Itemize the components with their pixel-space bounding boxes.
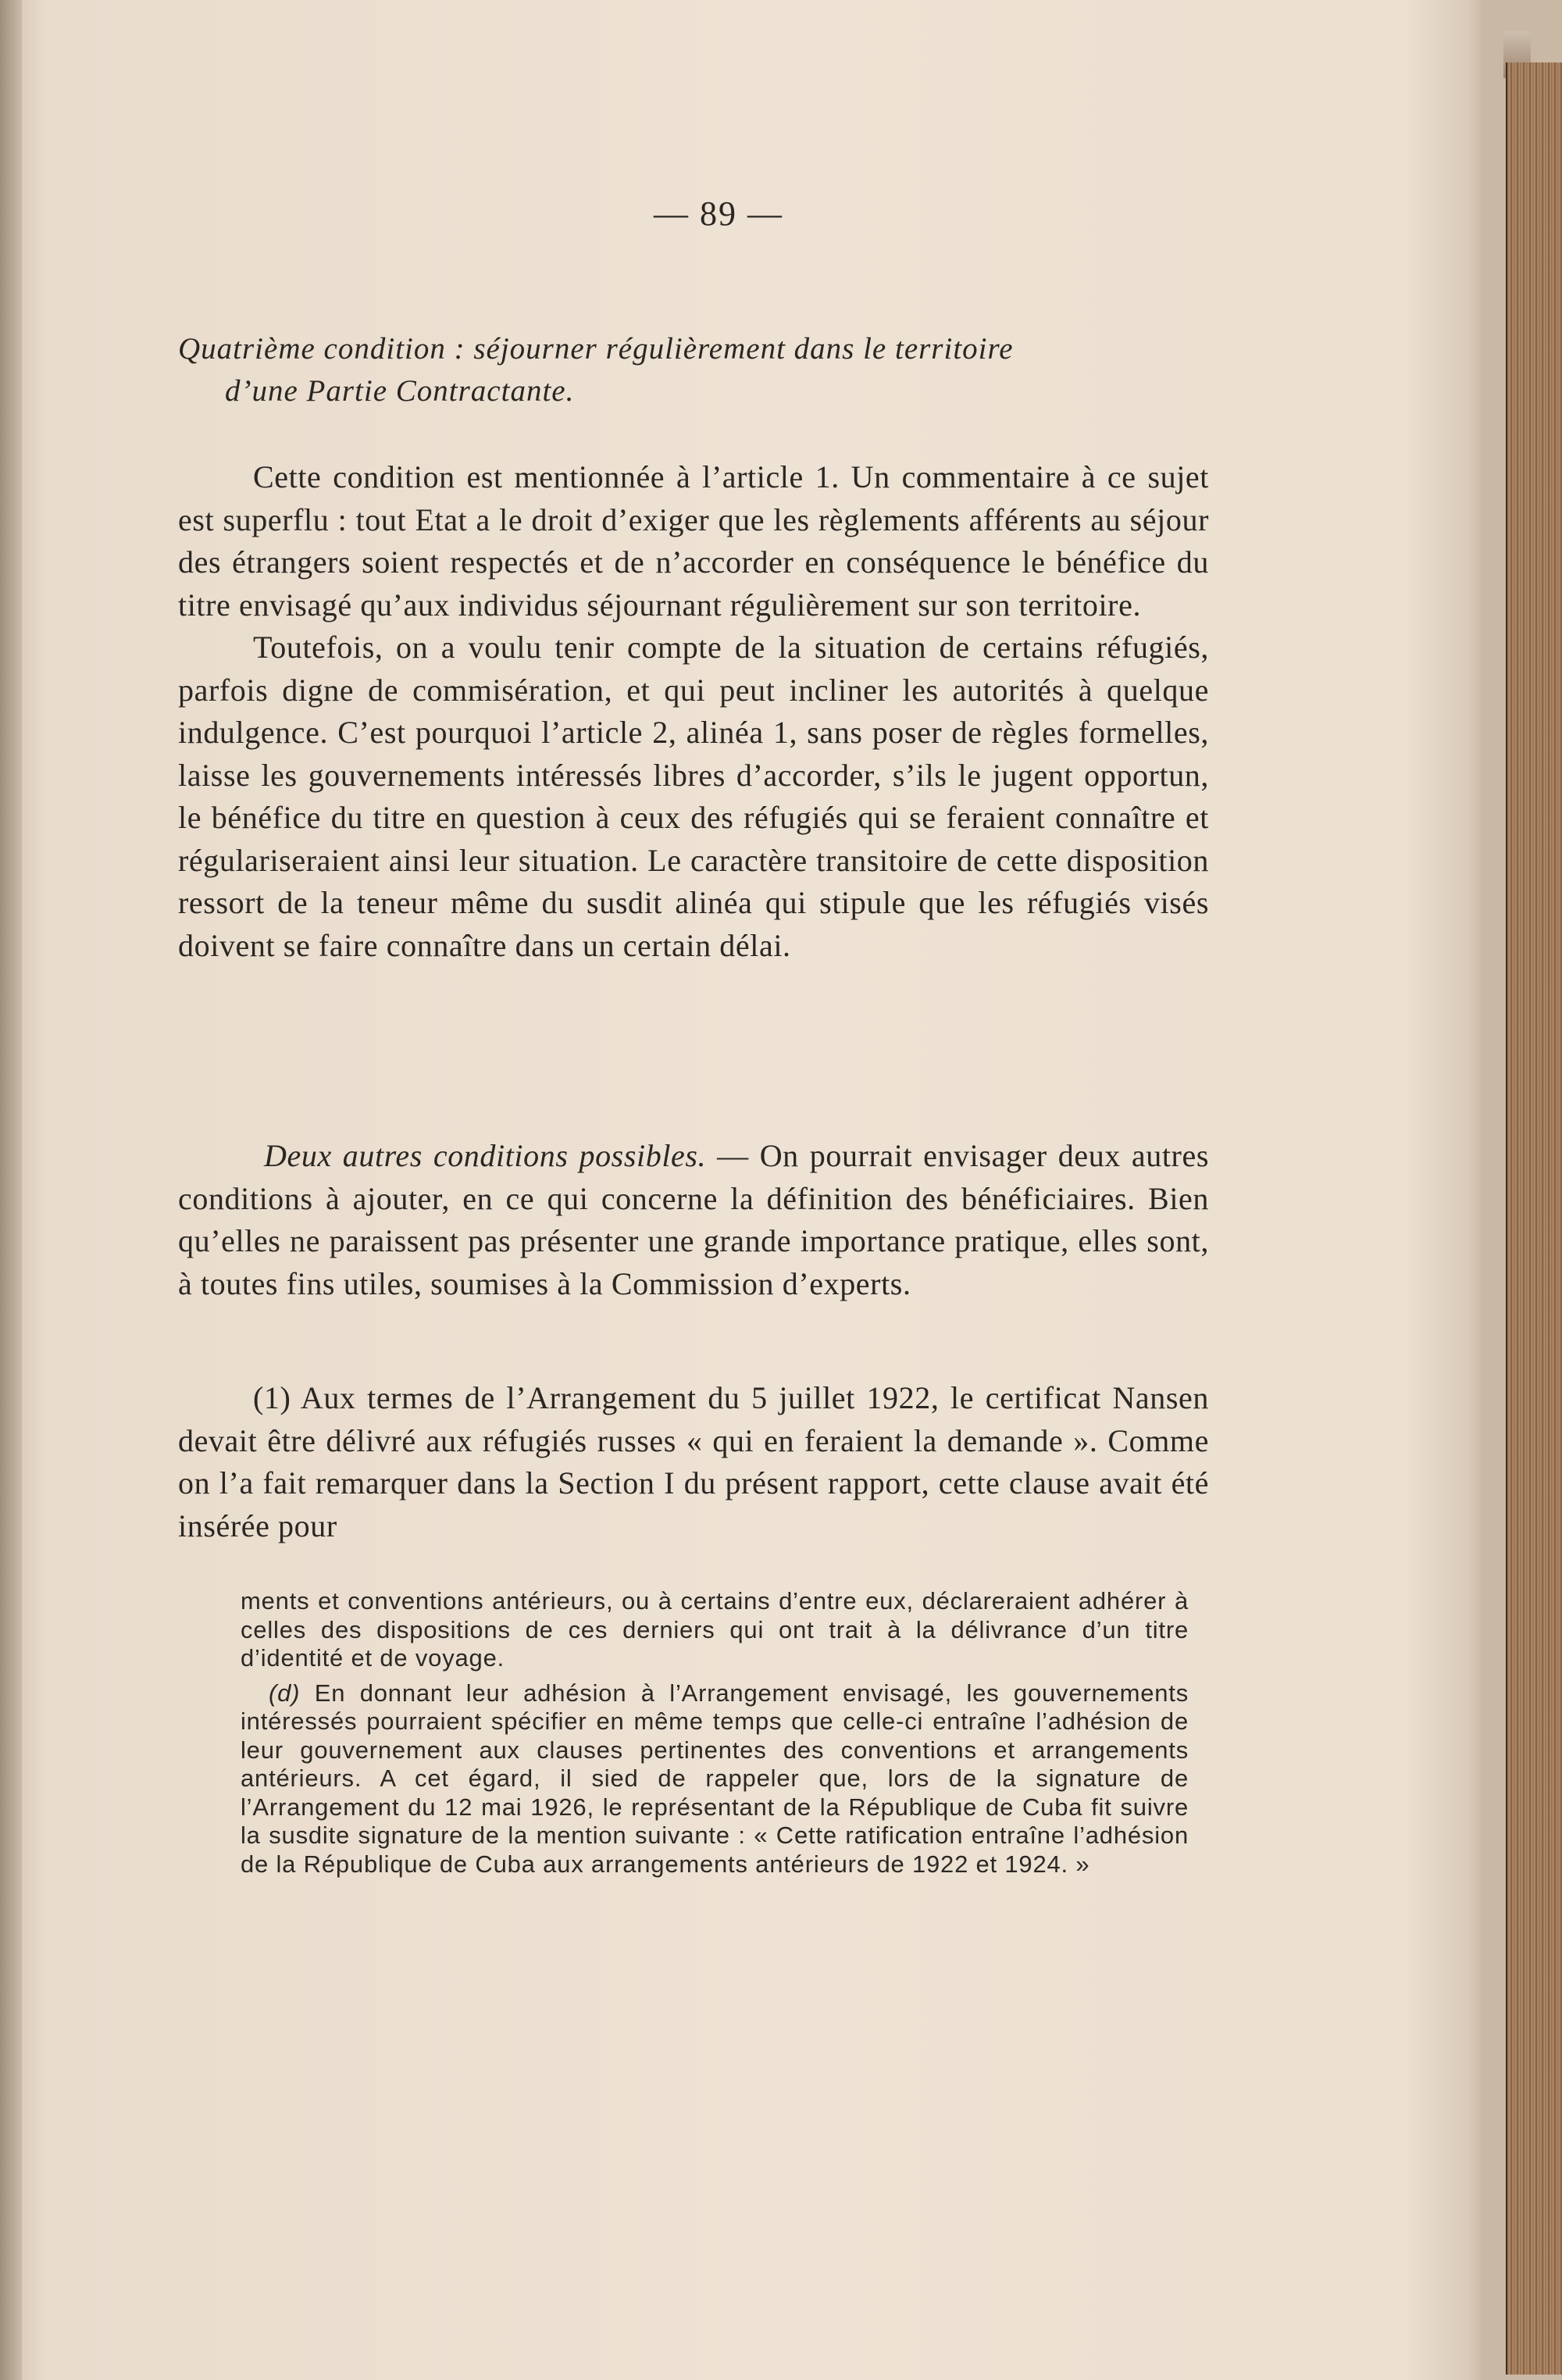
footnotes (241, 1587, 1189, 1879)
body-text-block-2 (178, 1135, 1209, 1305)
footnote-d-marker: (d) (269, 1679, 301, 1707)
paragraph-section2 (178, 1135, 1209, 1305)
page-stack-edge (1506, 62, 1562, 2375)
paragraph-2: Toutefois, on a voulu tenir compte de la situation de certains réfugiés, parfois digne de commisération, et qui peut incliner les autorités à quelque indulgence. C’est pourquoi l’article 2, alinéa 1, sans poser de règles formelles, laisse les gouvernements intéressés libres d’accorder, s’ils le jugent opportun, le bénéfice du titre en question à ceux des réfugiés qui se feraient connaître et régulariseraient ainsi leur situation. Le caractère transitoire de cette disposition ressort de la teneur même du susdit alinéa qui stipule que les réfugiés visés doivent se faire connaître dans un certain délai. (178, 630, 1209, 963)
footnote-d (241, 1679, 1189, 1879)
footnote-d-text: En donnant leur adhésion à l’Arrangement envisagé, les gouvernements intéressés pourraient spécifier en même temps que celle-ci entraîne l’adhésion de leur gouvernement aux clauses pertinentes des conventions et arrangements antérieurs. A cet égard, il sied de rappeler que, lors de la signature de l’Arrangement du 12 mai 1926, le représentant de la République de Cuba fit suivre la susdite signature de la mention suivante : « Cette ratification entraîne l’adhésion de la République de Cuba aux arrangements antérieurs de 1922 et 1924. » (241, 1679, 1189, 1878)
page-number: — 89 — (654, 194, 783, 233)
book-binding-edge (0, 0, 22, 2380)
section2-text: — On pourrait envisager deux autres conditions à ajouter, en ce qui concerne la définition des bénéficiaires. Bien qu’elles ne paraissent pas présenter une grande importance pratique, elles sont, à toutes fins utiles, soumises à la Commission d’experts. (178, 1138, 1209, 1301)
footnote-continuation: ments et conventions antérieurs, ou à certains d’entre eux, déclareraient adhérer à celles des dispositions de ces derniers qui ont trait à la délivrance d’un titre d’identité et de voyage. (241, 1587, 1189, 1672)
heading-line-1: Quatrième condition : séjourner régulièrement dans le territoire (178, 332, 1014, 366)
section-heading (178, 328, 1209, 412)
body-text-block-3 (178, 1377, 1209, 1547)
body-text-block-1 (178, 456, 1209, 967)
paragraph-3: (1) Aux termes de l’Arrangement du 5 juillet 1922, le certificat Nansen devait être délivré aux réfugiés russes « qui en feraient la demande ». Comme on l’a fait remarquer dans la Section I du présent rapport, cette clause avait été insérée pour (178, 1380, 1209, 1543)
heading-line-2: d’une Partie Contractante. (225, 374, 575, 408)
section2-title: Deux autres conditions possibles. (264, 1138, 707, 1173)
paragraph-1: Cette condition est mentionnée à l’article 1. Un commentaire à ce sujet est superflu : tout Etat a le droit d’exiger que les règlements afférents au séjour des étrangers soient respectés et de n’accorder en conséquence le bénéfice du titre envisagé qu’aux individus séjournant régulièrement sur son territoire. (178, 459, 1209, 623)
